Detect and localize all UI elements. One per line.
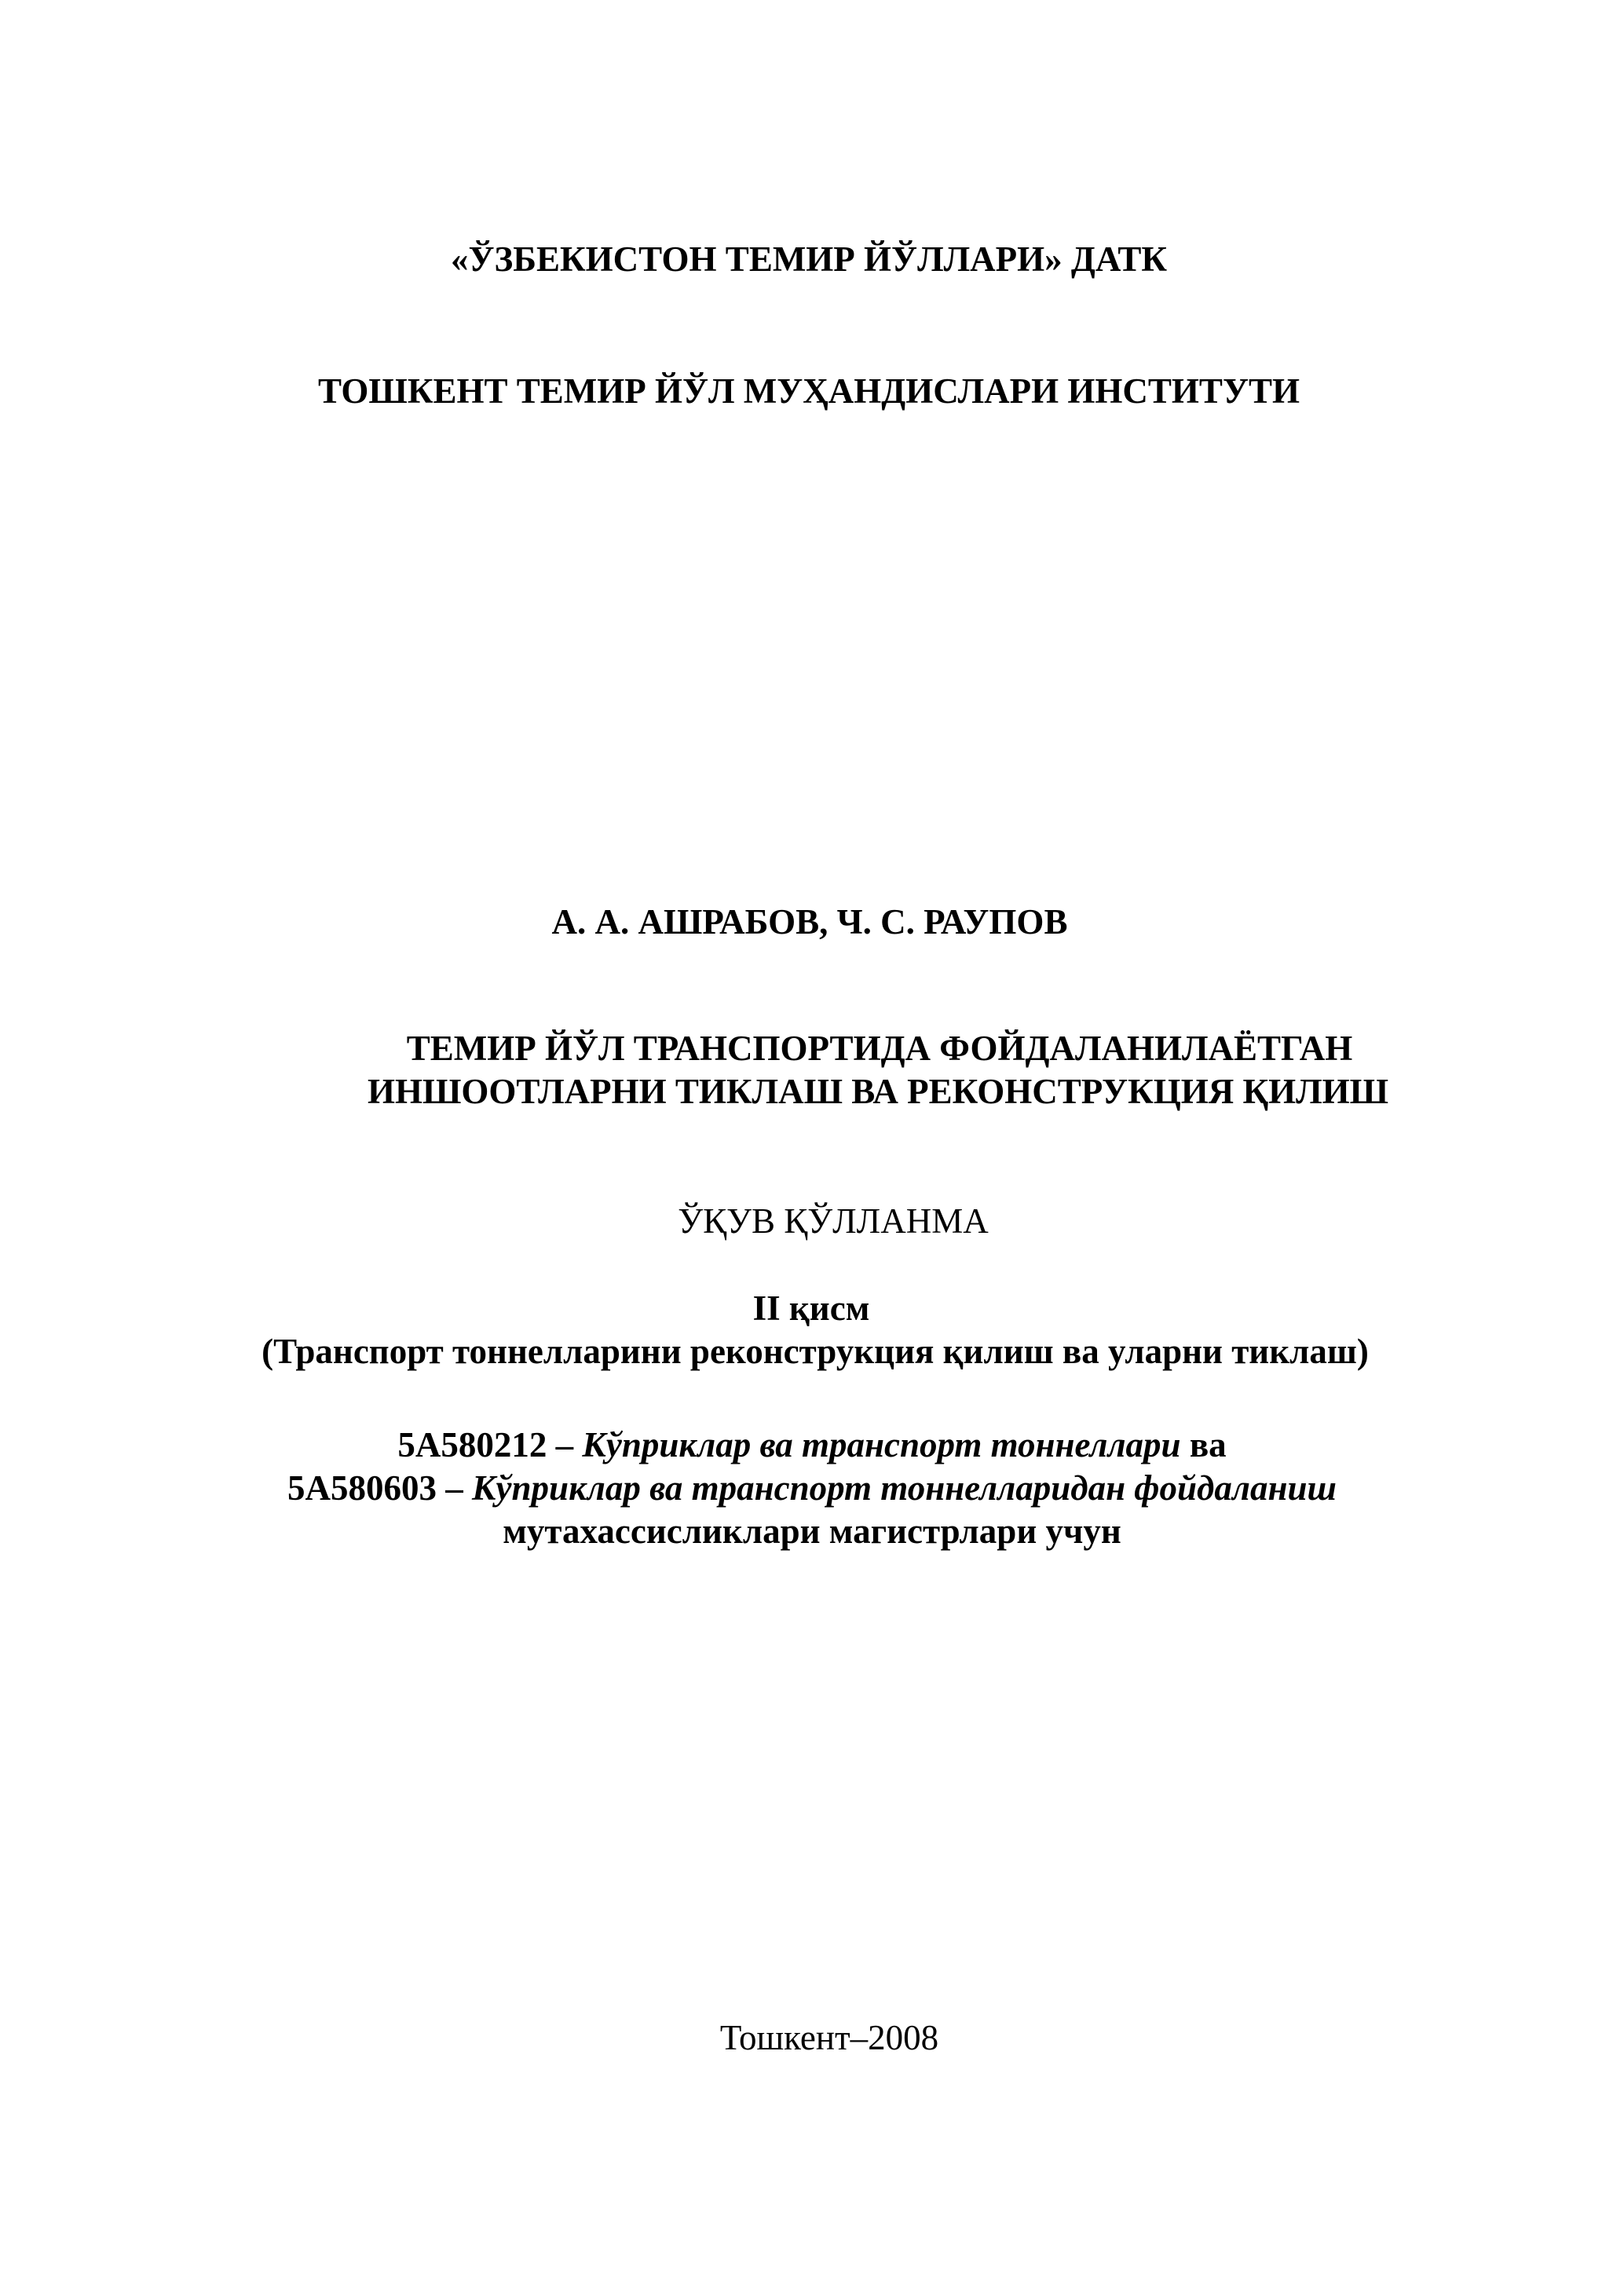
document-type: ЎҚУВ ҚЎЛЛАНМА xyxy=(678,1201,989,1241)
part-subtitle: (Транспорт тоннелларини реконструкция қилиш ва уларни тиклаш) xyxy=(262,1332,1369,1371)
specialty-1-name: Кўприклар ва транспорт тоннеллари xyxy=(582,1425,1181,1464)
specialty-2-name: Кўприклар ва транспорт тоннелларидан фойдаланиш xyxy=(472,1468,1337,1508)
title-line-2: ИНШООТЛАРНИ ТИКЛАШ ВА РЕКОНСТРУКЦИЯ ҚИЛИШ xyxy=(367,1072,1389,1111)
specialty-1-code: 5А580212 – xyxy=(397,1425,583,1464)
institute-heading: ТОШКЕНТ ТЕМИР ЙЎЛ МУҲАНДИСЛАРИ ИНСТИТУТИ xyxy=(318,371,1300,411)
specialty-2-code: 5А580603 – xyxy=(287,1468,473,1508)
specialty-1-tail: ва xyxy=(1180,1425,1227,1464)
place-year: Тошкент–2008 xyxy=(719,2018,939,2057)
authors-line: А. А. АШРАБОВ, Ч. С. РАУПОВ xyxy=(551,902,1068,941)
title-line-1: ТЕМИР ЙЎЛ ТРАНСПОРТИДА ФОЙДАЛАНИЛАЁТГАН xyxy=(406,1029,1353,1068)
specialty-line-2 xyxy=(0,1466,1624,1510)
specialty-closing: мутахассисликлари магистрлари учун xyxy=(503,1512,1121,1551)
part-label: II қисм xyxy=(752,1289,870,1328)
specialty-line-1 xyxy=(0,1423,1624,1467)
organization-heading: «ЎЗБЕКИСТОН ТЕМИР ЙЎЛЛАРИ» ДАТК xyxy=(450,239,1168,279)
